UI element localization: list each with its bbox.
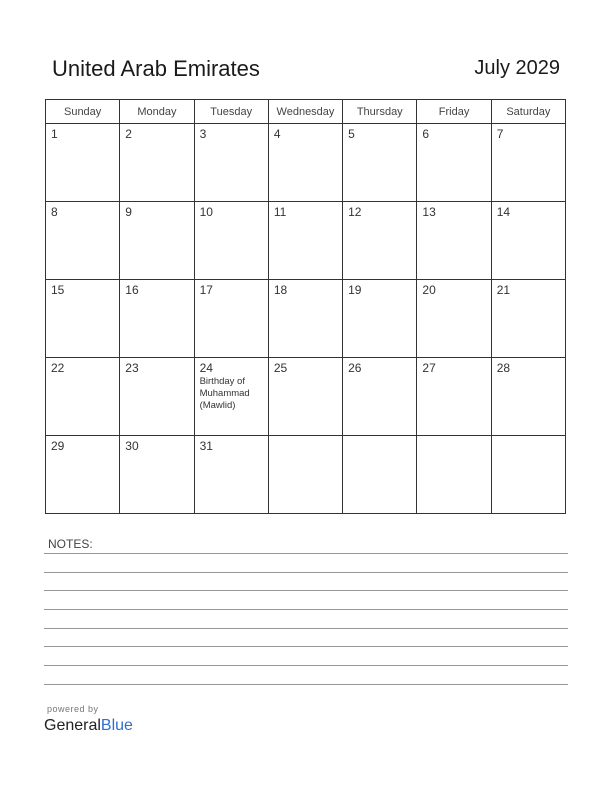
note-line: [44, 553, 568, 554]
day-number: 14: [496, 205, 511, 219]
day-number: 11: [273, 205, 287, 219]
day-cell: [268, 436, 342, 514]
day-cell: [120, 436, 194, 514]
calendar-title: United Arab Emirates: [52, 56, 260, 81]
day-cell: [194, 280, 268, 358]
day-cell: [417, 280, 491, 358]
day-cell: [46, 124, 120, 202]
day-cell: [417, 436, 491, 514]
day-cell: [268, 358, 342, 436]
weekday-saturday: Saturday: [491, 100, 565, 124]
logo-general-text: General: [44, 717, 101, 734]
day-cell: [120, 124, 194, 202]
day-cell: [268, 124, 342, 202]
day-number: 26: [348, 361, 362, 375]
day-cell: [46, 202, 120, 280]
day-number: 7: [496, 127, 504, 141]
day-cell: [491, 280, 565, 358]
day-cell: [268, 280, 342, 358]
day-number: 16: [125, 283, 139, 297]
day-cell: [120, 202, 194, 280]
day-number: 17: [199, 283, 213, 297]
day-cell: [417, 124, 491, 202]
day-cell: [46, 358, 120, 436]
weekday-wednesday: Wednesday: [268, 100, 342, 124]
day-cell: [268, 202, 342, 280]
day-number: 27: [422, 361, 436, 375]
day-number: 13: [422, 205, 436, 219]
day-cell: [343, 280, 417, 358]
day-cell: [417, 202, 491, 280]
day-number: 5: [348, 127, 355, 141]
note-line: [44, 646, 568, 647]
day-number: 1: [51, 127, 58, 141]
note-line: [44, 628, 568, 629]
day-number: 28: [496, 361, 511, 375]
calendar-month: July 2029: [474, 57, 560, 79]
note-line: [44, 665, 568, 666]
day-number: [269, 436, 342, 439]
day-cell: [491, 124, 565, 202]
day-number: 2: [125, 127, 132, 141]
day-cell: [194, 436, 268, 514]
day-number: 30: [125, 439, 139, 453]
note-line: [44, 590, 568, 591]
day-number: [343, 436, 416, 439]
day-number: 19: [348, 283, 362, 297]
weekday-thursday: Thursday: [343, 100, 417, 124]
week-row: [46, 280, 566, 358]
day-cell: [120, 358, 194, 436]
day-cell: [343, 436, 417, 514]
day-number: 12: [348, 205, 362, 219]
day-cell: [194, 202, 268, 280]
weekday-header-row: [46, 100, 566, 124]
day-cell: [343, 202, 417, 280]
day-number: 24: [199, 361, 213, 375]
holiday-label: Birthday of Muhammad (Mawlid): [199, 376, 250, 411]
day-number: [417, 436, 490, 439]
day-cell: [343, 124, 417, 202]
day-cell: [194, 358, 268, 436]
day-number: 29: [51, 439, 65, 453]
week-row: [46, 358, 566, 436]
day-number: 31: [199, 439, 213, 453]
weekday-tuesday: Tuesday: [194, 100, 268, 124]
day-cell: [46, 280, 120, 358]
day-number: 18: [273, 283, 288, 297]
day-number: 21: [496, 283, 511, 297]
weekday-friday: Friday: [417, 100, 491, 124]
weekday-monday: Monday: [120, 100, 194, 124]
day-cell: [194, 124, 268, 202]
day-number: 25: [273, 361, 288, 375]
note-line: [44, 572, 568, 573]
powered-by-text: powered by: [47, 704, 99, 714]
generalblue-logo[interactable]: [44, 717, 133, 735]
day-cell: [491, 358, 565, 436]
day-cell: [120, 280, 194, 358]
day-number: 15: [51, 283, 65, 297]
day-number: 8: [51, 205, 58, 219]
day-number: 9: [125, 205, 132, 219]
day-cell: [491, 436, 565, 514]
week-row: [46, 202, 566, 280]
day-number: 23: [125, 361, 139, 375]
notes-label: NOTES:: [48, 537, 93, 551]
weekday-sunday: Sunday: [46, 100, 120, 124]
day-cell: [343, 358, 417, 436]
day-cell: [46, 436, 120, 514]
day-cell: [491, 202, 565, 280]
week-row: [46, 436, 566, 514]
week-row: [46, 124, 566, 202]
calendar-grid: [45, 99, 566, 514]
day-number: 4: [273, 127, 281, 141]
day-number: 6: [422, 127, 430, 141]
logo-blue-text: Blue: [100, 717, 133, 734]
day-number: 22: [51, 361, 65, 375]
day-number: [492, 436, 565, 439]
day-number: 3: [199, 127, 207, 141]
day-number: 10: [199, 205, 213, 219]
day-number: 20: [422, 283, 436, 297]
note-line: [44, 609, 568, 610]
note-line: [44, 684, 568, 685]
day-cell: [417, 358, 491, 436]
